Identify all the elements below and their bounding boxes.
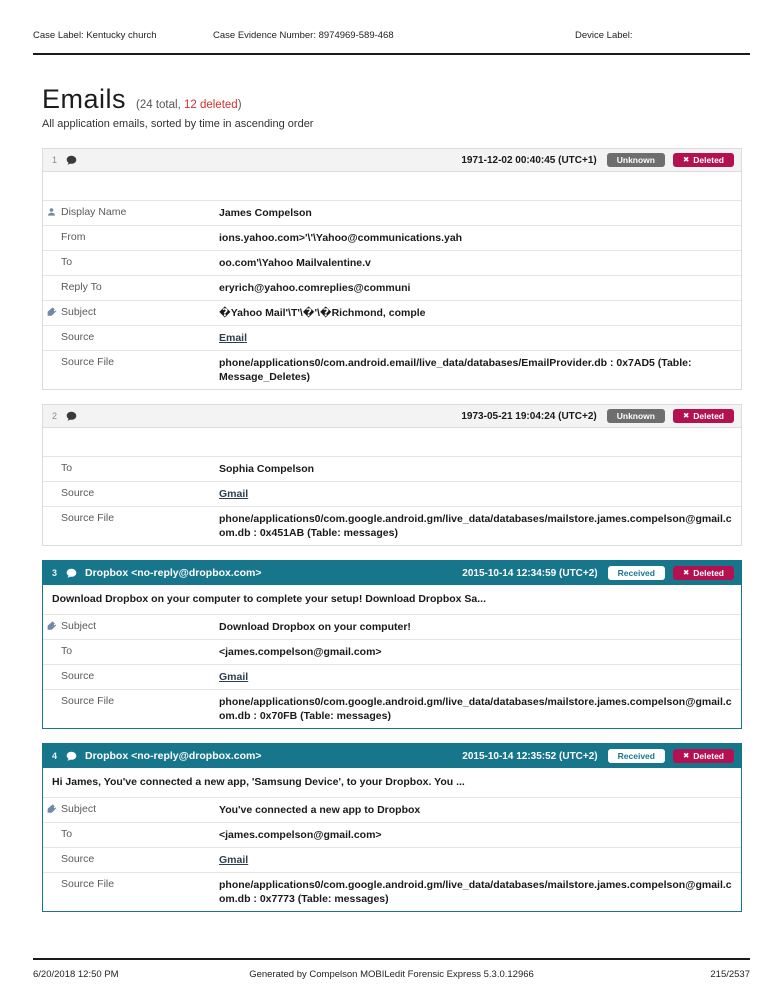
field-label: Source bbox=[61, 853, 95, 865]
field-label: Source File bbox=[61, 878, 115, 890]
field-row-subject bbox=[43, 615, 741, 640]
device-label: Device Label: bbox=[575, 30, 633, 41]
x-icon: ✖ bbox=[682, 155, 690, 165]
email-preview: Hi James, You've connected a new app, 'Samsung Device', to your Dropbox. You ... bbox=[43, 768, 741, 798]
title-row bbox=[42, 84, 742, 115]
field-value: phone/applications0/com.google.android.gm/live_data/databases/mailstore.james.compelson@gmail.com.db : 0x70FB (Table: messages) bbox=[219, 696, 732, 722]
email-index: 4 bbox=[52, 751, 58, 761]
email-card-body bbox=[43, 768, 741, 911]
status-badge: Unknown bbox=[607, 153, 665, 167]
field-row-subject bbox=[43, 301, 741, 326]
field-value: phone/applications0/com.google.android.gm/live_data/databases/mailstore.james.compelson@gmail.com.db : 0x7773 (Table: messages) bbox=[219, 879, 732, 905]
field-label: Source File bbox=[61, 356, 115, 368]
field-value: <james.compelson@gmail.com> bbox=[219, 829, 382, 841]
field-row-from bbox=[43, 226, 741, 251]
field-row-to bbox=[43, 251, 741, 276]
deleted-label: Deleted bbox=[693, 154, 724, 165]
tag-icon bbox=[47, 620, 61, 631]
comment-icon bbox=[66, 155, 77, 166]
report-page-header bbox=[33, 30, 750, 41]
deleted-badge bbox=[673, 409, 734, 423]
count-suffix: ) bbox=[237, 99, 242, 111]
source-link[interactable]: Gmail bbox=[219, 671, 249, 683]
field-row-to bbox=[43, 823, 741, 848]
field-label: Subject bbox=[61, 803, 97, 815]
email-sender: Dropbox <no-reply@dropbox.com> bbox=[85, 750, 262, 762]
status-badge: Received bbox=[608, 566, 665, 580]
field-label: From bbox=[61, 231, 86, 243]
field-value bbox=[219, 487, 734, 501]
email-card-header bbox=[42, 404, 742, 428]
field-row-source bbox=[43, 848, 741, 873]
footer-timestamp: 6/20/2018 12:50 PM bbox=[33, 969, 119, 980]
field-row-source bbox=[43, 482, 741, 507]
email-sender: Dropbox <no-reply@dropbox.com> bbox=[85, 567, 262, 579]
email-index: 1 bbox=[52, 155, 58, 165]
field-label: Reply To bbox=[61, 281, 102, 293]
email-card-1 bbox=[42, 148, 742, 390]
email-preview bbox=[43, 172, 741, 201]
report-page-footer bbox=[33, 969, 750, 980]
case-label: Case Label: Kentucky church bbox=[33, 30, 157, 41]
field-value: phone/applications0/com.google.android.gm/live_data/databases/mailstore.james.compelson@gmail.com.db : 0x451AB (Table: messages) bbox=[219, 513, 732, 539]
report-content bbox=[42, 84, 742, 926]
email-timestamp: 2015-10-14 12:35:52 (UTC+2) bbox=[462, 750, 598, 762]
email-card-header bbox=[43, 744, 741, 768]
deleted-label: Deleted bbox=[693, 750, 724, 761]
field-label: To bbox=[61, 462, 73, 474]
field-value bbox=[219, 331, 734, 345]
field-row-source-file bbox=[43, 351, 741, 389]
field-value: Sophia Compelson bbox=[219, 463, 315, 475]
field-label: Source File bbox=[61, 695, 115, 707]
field-value: �Yahoo Mail'\T'\�'\�Richmond, comple bbox=[219, 307, 426, 319]
email-card-body bbox=[43, 585, 741, 728]
email-preview bbox=[43, 428, 741, 457]
tag-icon bbox=[47, 803, 61, 814]
count-deleted: 12 deleted bbox=[183, 99, 238, 111]
deleted-badge bbox=[673, 749, 734, 763]
source-link[interactable]: Gmail bbox=[219, 854, 249, 866]
email-card-header bbox=[42, 148, 742, 172]
field-row-source-file bbox=[43, 507, 741, 545]
status-badge: Unknown bbox=[607, 409, 665, 423]
email-card-2 bbox=[42, 404, 742, 546]
count-total: (24 total, bbox=[136, 99, 184, 111]
x-icon: ✖ bbox=[682, 411, 690, 421]
page-subtitle: All application emails, sorted by time in ascending order bbox=[42, 118, 314, 130]
comment-icon bbox=[66, 568, 77, 579]
email-counts bbox=[136, 99, 242, 111]
field-value: Download Dropbox on your computer! bbox=[219, 621, 411, 633]
email-index: 3 bbox=[52, 568, 58, 578]
field-label: To bbox=[61, 828, 73, 840]
deleted-label: Deleted bbox=[693, 567, 724, 578]
email-card-header bbox=[43, 561, 741, 585]
person-icon bbox=[47, 206, 61, 217]
field-value: oo.com'\Yahoo Mailvalentine.v bbox=[219, 257, 371, 269]
source-link[interactable]: Gmail bbox=[219, 488, 249, 500]
email-card-3 bbox=[42, 560, 742, 729]
field-row-display-name bbox=[43, 201, 741, 226]
field-label: Subject bbox=[61, 306, 97, 318]
field-value: You've connected a new app to Dropbox bbox=[219, 804, 421, 816]
tag-icon bbox=[47, 306, 61, 317]
email-card-body bbox=[42, 172, 742, 390]
field-label: To bbox=[61, 256, 73, 268]
field-row-to bbox=[43, 640, 741, 665]
field-row-source-file bbox=[43, 690, 741, 728]
x-icon: ✖ bbox=[682, 751, 690, 761]
footer-divider bbox=[33, 958, 750, 960]
comment-icon bbox=[66, 411, 77, 422]
case-evidence-number: Case Evidence Number: 8974969-589-468 bbox=[213, 30, 394, 41]
field-row-source-file bbox=[43, 873, 741, 911]
status-badge: Received bbox=[608, 749, 665, 763]
field-label: Source bbox=[61, 487, 95, 499]
field-value bbox=[219, 670, 734, 684]
footer-page-number: 215/2537 bbox=[710, 969, 750, 980]
x-icon: ✖ bbox=[682, 568, 690, 578]
field-label: Source File bbox=[61, 512, 115, 524]
field-row-source bbox=[43, 665, 741, 690]
field-label: Source bbox=[61, 670, 95, 682]
field-row-to bbox=[43, 457, 741, 482]
field-row-reply-to bbox=[43, 276, 741, 301]
deleted-label: Deleted bbox=[693, 410, 724, 421]
email-card-body bbox=[42, 428, 742, 546]
field-value: ions.yahoo.com>'\'\Yahoo@communications.yah bbox=[219, 232, 463, 244]
field-label: To bbox=[61, 645, 73, 657]
email-timestamp: 1971-12-02 00:40:45 (UTC+1) bbox=[461, 154, 597, 166]
field-label: Display Name bbox=[61, 206, 127, 218]
field-value: <james.compelson@gmail.com> bbox=[219, 646, 382, 658]
source-link[interactable]: Email bbox=[219, 332, 248, 344]
footer-generated-by: Generated by Compelson MOBILedit Forensic Express 5.3.0.12966 bbox=[249, 969, 534, 980]
deleted-badge bbox=[673, 566, 734, 580]
comment-icon bbox=[66, 751, 77, 762]
deleted-badge bbox=[673, 153, 734, 167]
field-value: James Compelson bbox=[219, 207, 312, 219]
email-timestamp: 1973-05-21 19:04:24 (UTC+2) bbox=[461, 410, 597, 422]
field-value: phone/applications0/com.android.email/live_data/databases/EmailProvider.db : 0x7AD5 (Table: Message_Deletes) bbox=[219, 357, 692, 383]
field-value bbox=[219, 853, 734, 867]
email-card-4 bbox=[42, 743, 742, 912]
page-title: Emails bbox=[42, 84, 127, 114]
field-row-subject bbox=[43, 798, 741, 823]
field-row-source bbox=[43, 326, 741, 351]
email-timestamp: 2015-10-14 12:34:59 (UTC+2) bbox=[462, 567, 598, 579]
field-value: eryrich@yahoo.comreplies@communi bbox=[219, 282, 411, 294]
field-label: Subject bbox=[61, 620, 97, 632]
field-label: Source bbox=[61, 331, 95, 343]
email-preview: Download Dropbox on your computer to complete your setup! Download Dropbox Sa... bbox=[43, 585, 741, 615]
email-index: 2 bbox=[52, 411, 58, 421]
header-divider bbox=[33, 53, 750, 55]
